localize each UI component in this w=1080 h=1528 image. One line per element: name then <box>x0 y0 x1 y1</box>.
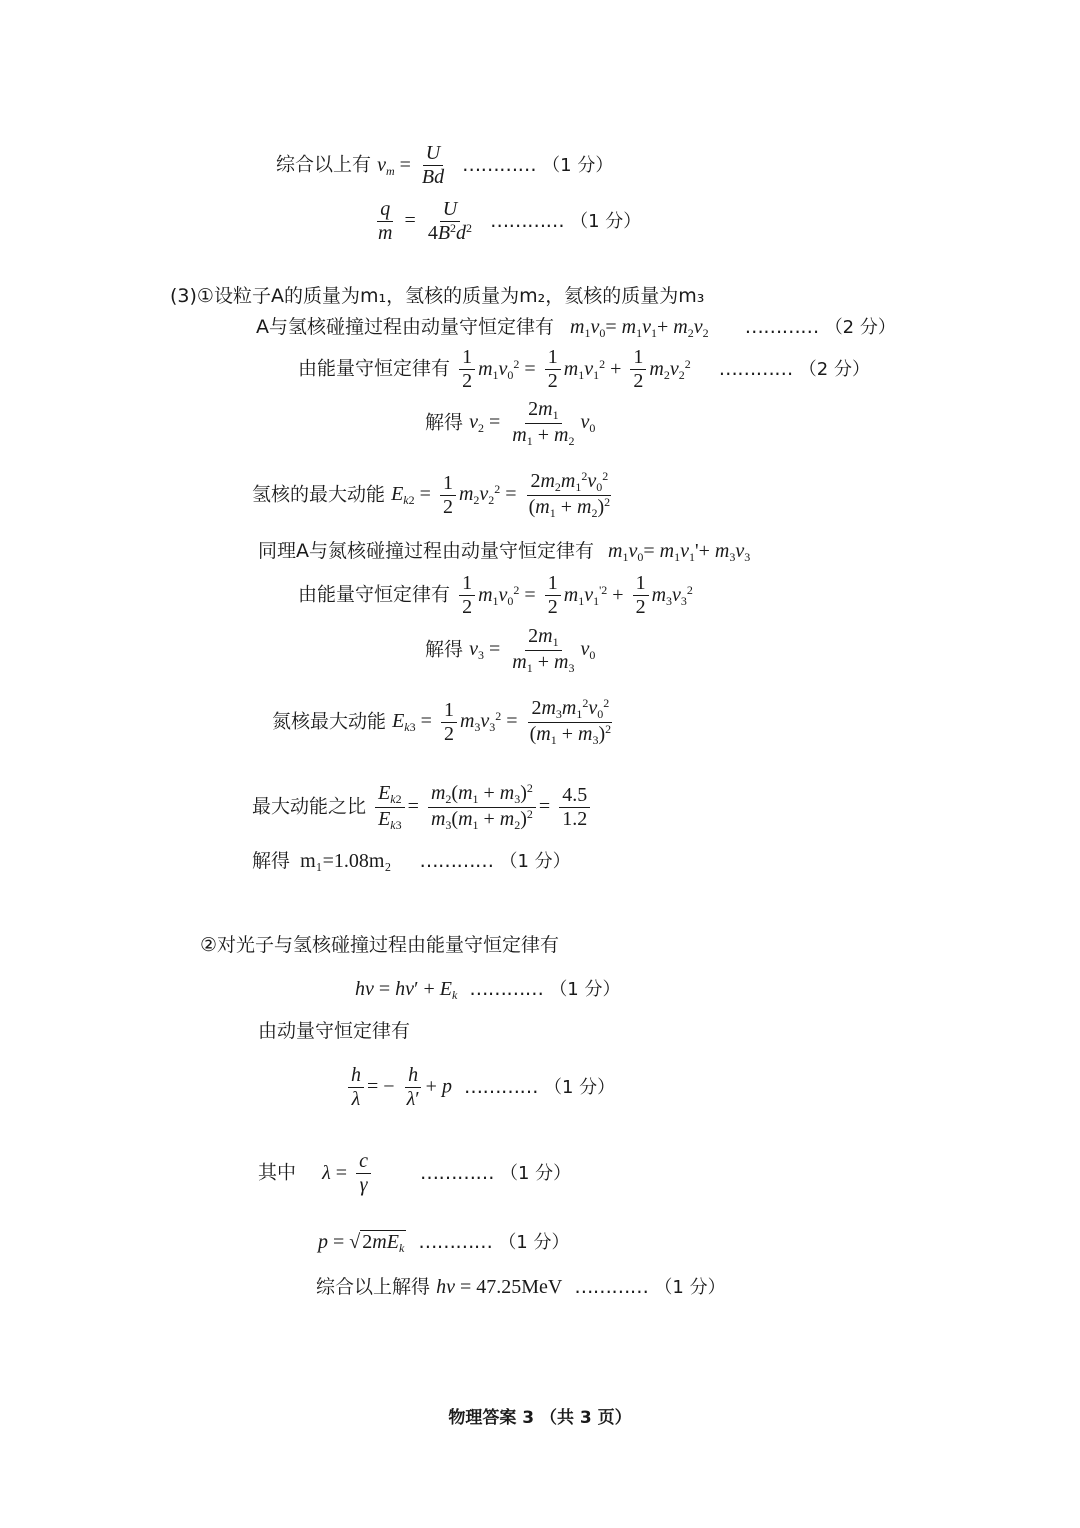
eq-vm-line: 综合以上有 $v_m$ = $\frac{U}{Bd}$ ………… （1 分） <box>276 142 614 188</box>
eq-m1-line: 解得 m₁=1.08m₂ ………… （1 分） <box>252 850 571 872</box>
eq-ratio-line: 最大动能之比 $\frac{E_{k2}}{E_{k3}}$ = $\frac{m_2(m_1 + m_3)^2}{m_3(m_1 + m_2)^2}$ = $\frac{4.5}{1.2}$ <box>252 782 593 833</box>
eq-momentum-n-line: 同理A与氮核碰撞过程由动量守恒定律有 $m_1v_0= m_1v_1'+ m_3v_3$ <box>258 540 751 564</box>
eq-photon-momentum-line: $\frac{h}{\lambda}$ = − $\frac{h}{\lambda'}$ + p ………… （1 分） <box>345 1064 615 1111</box>
part2-intro: ②对光子与氢核碰撞过程由能量守恒定律有 <box>200 934 560 956</box>
eq-lambda-line: 其中 λ = $\frac{c}{\gamma}$ ………… （1 分） <box>258 1150 572 1196</box>
eq-energy-h-line: 由能量守恒定律有 $\frac{1}{2}$ $m_1v_0^2$ = $\frac{1}{2}$ $m_1v_1^2$ + $\frac{1}{2}$ $m_2v_2^2$ ………… （2 分） <box>298 346 870 392</box>
eq-energy-n-line: 由能量守恒定律有 $\frac{1}{2}$ $m_1v_0^2$ = $\frac{1}{2}$ $m_1v_1^{'2}$ + $\frac{1}{2}$ $m_3v_3^2$ <box>298 572 693 618</box>
eq-ek3-line: 氮核最大动能 $E_{k3}$ = $\frac{1}{2}$ $m_3v_3^2$ = $\frac{2m_3m_1^2v_0^2}{(m_1 + m_3)^2}$ <box>272 696 612 747</box>
eq-vm-label: 综合以上有 <box>276 153 372 176</box>
eq-photon-energy-line: $h\nu = h\nu' + E_k$ ………… （1 分） <box>355 978 621 1002</box>
eq-v3-line: 解得 $v_3$ = $\frac{2m_1}{m_1 + m_3}$ $v_0$ <box>425 625 596 675</box>
page-footer: 物理答案 3 （共 3 页） <box>448 1408 632 1428</box>
momentum-label: 由动量守恒定律有 <box>258 1020 411 1042</box>
eq-v2-line: 解得 $v_2$ = $\frac{2m_1}{m_1 + m_2}$ $v_0$ <box>425 398 596 448</box>
part3-intro: (3)①设粒子A的质量为m₁，氢核的质量为m₂，氦核的质量为m₃ <box>170 285 705 307</box>
eq-p-line: p = √ $2mE_k$ ………… （1 分） <box>318 1231 570 1255</box>
eq-momentum-h-line: A与氢核碰撞过程由动量守恒定律有 $m_1v_0= m_1v_1+ m_2v_2$ ………… （2 分） <box>256 316 896 340</box>
eq-final-line: 综合以上解得 hν = 47.25MeV ………… （1 分） <box>316 1276 726 1298</box>
eq-qm-line: $\frac{q}{m}$ = $\frac{U}{4B^2d^2}$ ………… （1 分） <box>378 198 642 244</box>
eq-ek2-line: 氢核的最大动能 $E_{k2}$ = $\frac{1}{2}$ $m_2v_2^2$ = $\frac{2m_2m_1^2v_0^2}{(m_1 + m_2)^2}$ <box>252 469 611 520</box>
